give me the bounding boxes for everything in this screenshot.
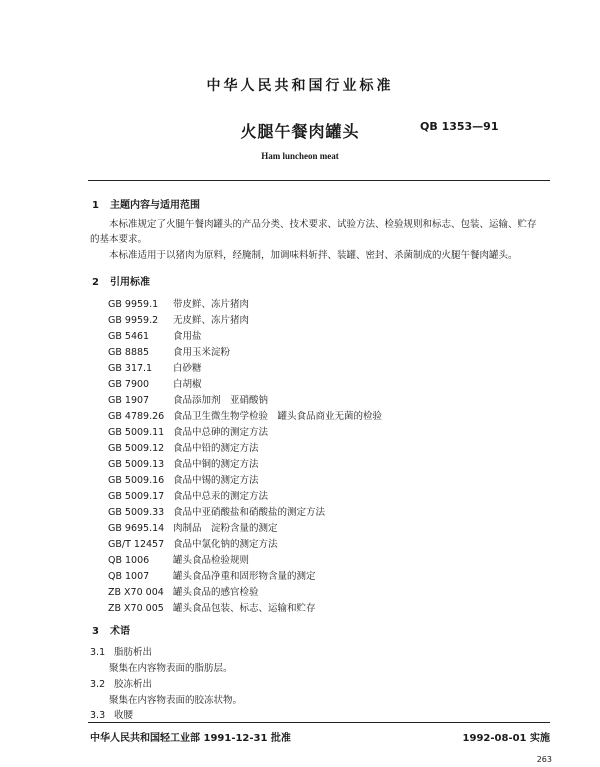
reference-title: 罐头食品包装、标志、运输和贮存 <box>173 603 316 614</box>
reference-item <box>108 313 382 329</box>
reference-code: GB 4789.26 <box>108 411 165 422</box>
reference-title: 带皮鲜、冻片猪肉 <box>173 299 250 310</box>
reference-code: GB 9959.2 <box>108 315 159 326</box>
reference-title: 白砂糖 <box>173 363 202 374</box>
term-name: 收腰 <box>114 710 134 721</box>
reference-item <box>108 345 382 361</box>
term-3-3 <box>90 707 133 721</box>
reference-title: 白胡椒 <box>173 379 202 390</box>
standard-header: 中华人民共和国行业标准 <box>206 78 394 94</box>
reference-item <box>108 521 382 537</box>
section-3-heading <box>92 622 130 637</box>
section-3-number: 3 <box>92 626 99 637</box>
reference-code: GB 5009.16 <box>108 475 165 486</box>
reference-code: GB 1907 <box>108 395 150 406</box>
reference-code: GB 5461 <box>108 331 150 342</box>
section-1-para1-line1: 本标准规定了火腿午餐肉罐头的产品分类、技术要求、试验方法、检验规则和标志、包装、运输、贮存 <box>109 219 537 230</box>
reference-title: 罐头食品检验规则 <box>173 555 250 566</box>
reference-item <box>108 601 382 617</box>
reference-item <box>108 361 382 377</box>
reference-title: 食品中总汞的测定方法 <box>173 491 269 502</box>
reference-code: GB 5009.12 <box>108 443 165 454</box>
approval-info: 中华人民共和国轻工业部 1991-12-31 批准 <box>90 733 291 744</box>
reference-item <box>108 569 382 585</box>
term-3-2-definition: 聚集在内容物表面的胶冻状物。 <box>109 695 243 706</box>
reference-code: GB/T 12457 <box>108 539 165 550</box>
reference-item <box>108 297 382 313</box>
reference-title: 无皮鲜、冻片猪肉 <box>173 315 250 326</box>
section-1-number: 1 <box>92 200 99 211</box>
reference-code: GB 9695.14 <box>108 523 165 534</box>
reference-title: 食品中铅的测定方法 <box>173 443 259 454</box>
implementation-date: 1992-08-01 实施 <box>462 733 550 744</box>
term-number: 3.2 <box>90 679 106 690</box>
reference-item <box>108 553 382 569</box>
reference-title: 食品中亚硝酸盐和硝酸盐的测定方法 <box>173 507 326 518</box>
reference-title: 食品中氯化钠的测定方法 <box>173 539 278 550</box>
reference-item <box>108 537 382 553</box>
reference-item <box>108 409 382 425</box>
reference-title: 罐头食品净重和固形物含量的测定 <box>173 571 316 582</box>
reference-item <box>108 585 382 601</box>
reference-title: 罐头食品的感官检验 <box>173 587 259 598</box>
term-3-2 <box>90 676 152 690</box>
reference-item <box>108 425 382 441</box>
reference-code: ZB X70 004 <box>108 587 164 598</box>
reference-code: GB 8885 <box>108 347 150 358</box>
page-number: 263 <box>536 755 552 764</box>
reference-title: 食品添加剂 亚硝酸钠 <box>173 395 269 406</box>
reference-item <box>108 441 382 457</box>
section-1-heading <box>92 196 200 211</box>
reference-item <box>108 505 382 521</box>
reference-code: QB 1006 <box>108 555 150 566</box>
section-2-number: 2 <box>92 277 99 288</box>
term-3-1 <box>90 644 152 658</box>
reference-title: 食品卫生微生物学检验 罐头食品商业无菌的检验 <box>173 411 383 422</box>
section-2-heading <box>92 273 150 288</box>
section-1-para2: 本标准适用于以猪肉为原料，经腌制，加调味料斩拌、装罐、密封、杀菌制成的火腿午餐肉罐头。 <box>109 250 518 261</box>
reference-code: GB 317.1 <box>108 363 153 374</box>
reference-item <box>108 329 382 345</box>
bottom-divider <box>88 722 550 723</box>
top-divider <box>88 180 550 181</box>
standard-code: QB 1353—91 <box>420 120 499 133</box>
reference-code: GB 9959.1 <box>108 299 159 310</box>
section-1-para1-line2: 的基本要求。 <box>90 234 148 245</box>
reference-item <box>108 489 382 505</box>
reference-code: GB 5009.13 <box>108 459 165 470</box>
term-3-1-definition: 聚集在内容物表面的脂肪层。 <box>109 663 233 674</box>
reference-item <box>108 457 382 473</box>
reference-title: 食用玉米淀粉 <box>173 347 231 358</box>
reference-item <box>108 377 382 393</box>
reference-code: ZB X70 005 <box>108 603 164 614</box>
reference-list <box>108 297 382 617</box>
reference-code: GB 5009.11 <box>108 427 165 438</box>
reference-title: 食品中总砷的测定方法 <box>173 427 269 438</box>
reference-item <box>108 393 382 409</box>
reference-title: 食品中锡的测定方法 <box>173 475 259 486</box>
reference-title: 肉制品 淀粉含量的测定 <box>173 523 278 534</box>
term-number: 3.1 <box>90 647 106 658</box>
reference-title: 食用盐 <box>173 331 202 342</box>
reference-item <box>108 473 382 489</box>
section-1-title: 主题内容与适用范围 <box>110 200 200 211</box>
term-name: 脂肪析出 <box>114 647 153 658</box>
reference-code: GB 5009.33 <box>108 507 165 518</box>
reference-code: GB 7900 <box>108 379 150 390</box>
english-subtitle: Ham luncheon meat <box>261 151 339 161</box>
section-3-title: 术语 <box>110 626 130 637</box>
reference-code: GB 5009.17 <box>108 491 165 502</box>
reference-code: QB 1007 <box>108 571 150 582</box>
section-2-title: 引用标准 <box>110 277 150 288</box>
document-title: 火腿午餐肉罐头 <box>240 122 360 141</box>
reference-title: 食品中铜的测定方法 <box>173 459 259 470</box>
term-number: 3.3 <box>90 710 106 721</box>
term-name: 胶冻析出 <box>114 679 153 690</box>
